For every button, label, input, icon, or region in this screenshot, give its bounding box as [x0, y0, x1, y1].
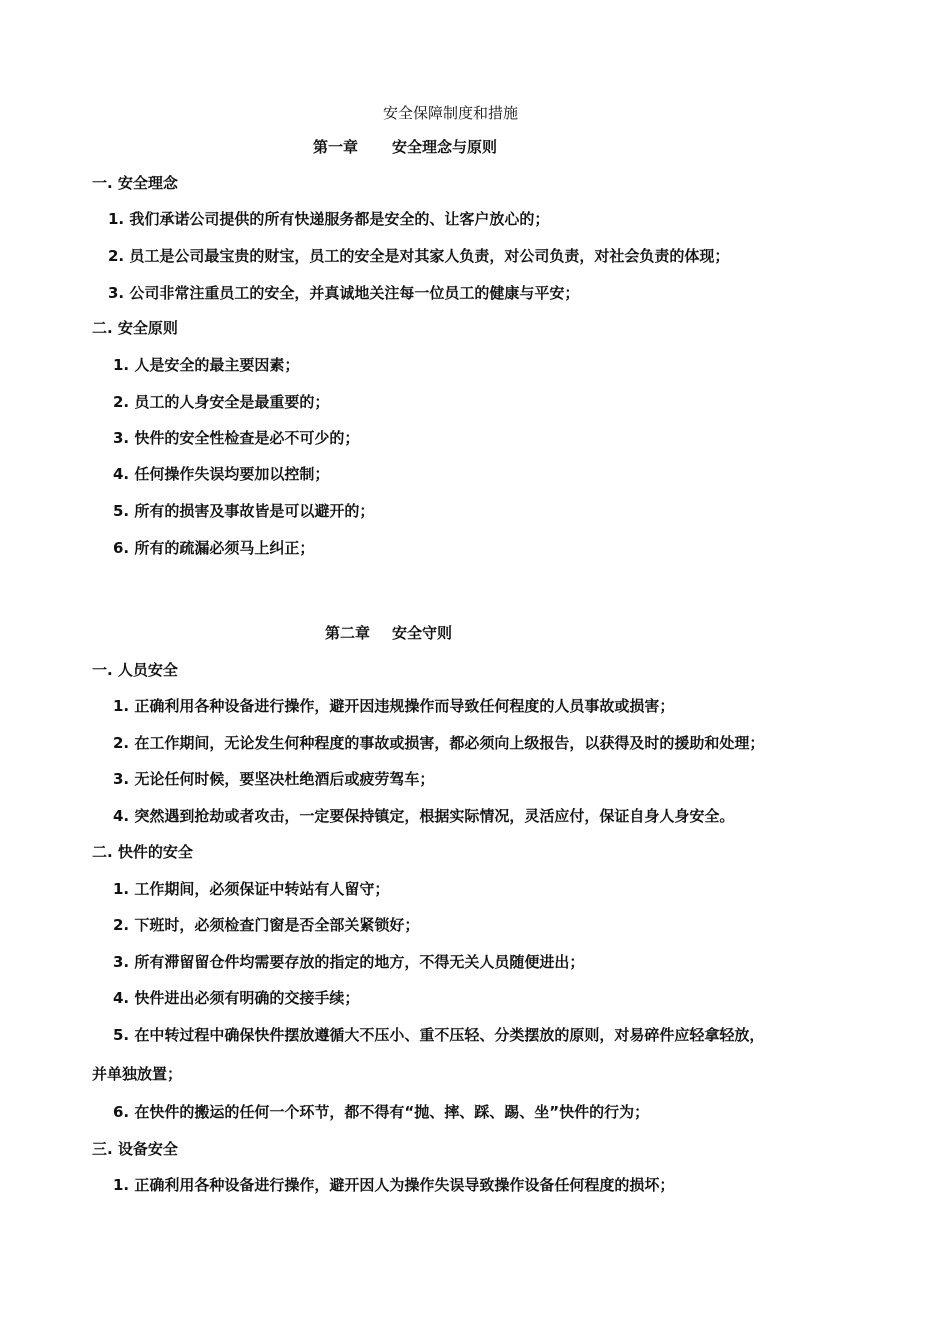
- list-item: 4. 突然遇到抢劫或者攻击，一定要保持镇定，根据实际情况，灵活应付，保证自身人身安全。: [113, 807, 735, 825]
- list-item-continuation: 并单独放置；: [92, 1065, 183, 1083]
- list-item: 4. 快件进出必须有明确的交接手续；: [113, 989, 360, 1007]
- section-heading: 一. 人员安全: [92, 661, 178, 679]
- list-item: 1. 工作期间，必须保证中转站有人留守；: [113, 880, 390, 898]
- list-item: 1. 正确利用各种设备进行操作，避开因人为操作失误导致操作设备任何程度的损坏；: [113, 1176, 675, 1194]
- section-heading: 三. 设备安全: [92, 1140, 178, 1158]
- list-item: 3. 公司非常注重员工的安全，并真诚地关注每一位员工的健康与平安；: [108, 284, 580, 302]
- list-item: 6. 所有的疏漏必须马上纠正；: [113, 539, 315, 557]
- list-item: 2. 员工是公司最宝贵的财宝，员工的安全是对其家人负责，对公司负责，对社会负责的体现；: [108, 247, 730, 265]
- list-item: 2. 下班时，必须检查门窗是否全部关紧锁好；: [113, 916, 420, 934]
- chapter-2-label: 第二章: [325, 624, 371, 642]
- list-item: 5. 所有的损害及事故皆是可以避开的；: [113, 502, 375, 520]
- chapter-2-title: 安全守则: [392, 624, 453, 642]
- chapter-2-heading: [325, 623, 452, 643]
- list-item: 4. 任何操作失误均要加以控制；: [113, 465, 330, 483]
- section-heading: 一. 安全理念: [92, 174, 178, 192]
- list-item: 3. 所有滞留留仓件均需要存放的指定的地方，不得无关人员随便进出；: [113, 953, 585, 971]
- chapter-1-label: 第一章: [313, 138, 359, 156]
- list-item: 1. 正确利用各种设备进行操作，避开因违规操作而导致任何程度的人员事故或损害；: [113, 697, 675, 715]
- section-heading: 二. 快件的安全: [92, 843, 193, 861]
- chapter-1-title: 安全理念与原则: [392, 138, 498, 156]
- list-item: 2. 在工作期间，无论发生何种程度的事故或损害，都必须向上级报告，以获得及时的援助和处理；: [113, 734, 765, 752]
- document-title: 安全保障制度和措施: [383, 104, 519, 122]
- list-item: 5. 在中转过程中确保快件摆放遵循大不压小、重不压轻、分类摆放的原则，对易碎件应轻拿轻放，: [113, 1026, 765, 1044]
- list-item: 1. 我们承诺公司提供的所有快递服务都是安全的、让客户放心的；: [108, 210, 550, 228]
- chapter-1-heading: [313, 137, 497, 157]
- list-item: 3. 无论任何时候，要坚决杜绝酒后或疲劳驾车；: [113, 770, 435, 788]
- list-item: 3. 快件的安全性检查是必不可少的；: [113, 429, 360, 447]
- list-item: 1. 人是安全的最主要因素；: [113, 356, 300, 374]
- list-item: 2. 员工的人身安全是最重要的；: [113, 393, 330, 411]
- section-heading: 二. 安全原则: [92, 319, 178, 337]
- list-item: 6. 在快件的搬运的任何一个环节，都不得有“抛、摔、踩、踢、坐”快件的行为；: [113, 1103, 650, 1121]
